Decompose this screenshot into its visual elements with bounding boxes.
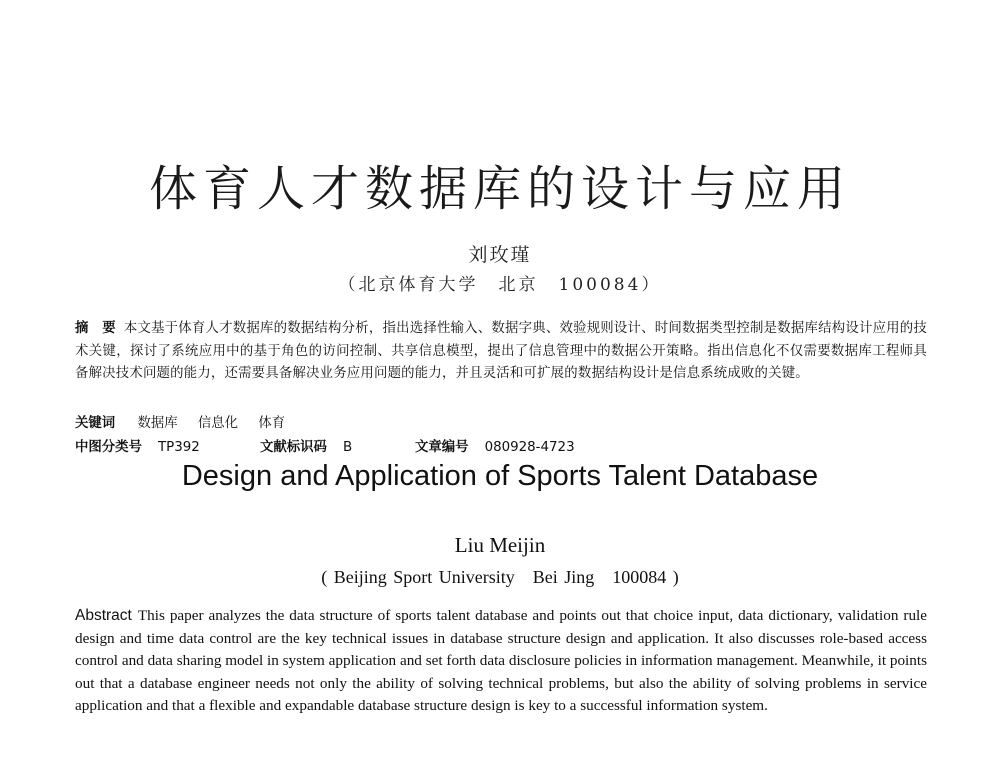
doc-code-value: B [342,440,353,455]
clc-number [75,436,260,455]
keyword: 信息化 [197,416,239,431]
english-abstract-label: Abstract [75,607,132,624]
chinese-title: 体育人才数据库的设计与应用 [148,161,851,217]
chinese-keywords [75,412,291,431]
keywords-label: 关键词 [75,416,116,431]
clc-value: TP392 [157,440,200,455]
chinese-abstract-text: 本文基于体育人才数据库的数据结构分析，指出选择性输入、数据字典、效验规则设计、时间数据类型控制是数据库结构设计应用的技术关键，探讨了系统应用中的基于角色的访问控制、共享信息模型，提出了信息管理中的数据公开策略。指出信息化不仅需要数据库工程师具备解决技术问题的能力，还需要具备解决业务应用问题的能力，并且灵活和可扩展的数据结构设计是信息系统成败的关键。 [75,321,927,381]
document-code [260,436,415,455]
chinese-affiliation: （北京体育大学 北京 100084） [338,275,662,295]
english-abstract [75,605,927,718]
english-title: Design and Application of Sports Talent Database [181,460,819,492]
english-author: Liu Meijin [454,533,546,557]
article-no-value: 080928-4723 [484,440,575,455]
clc-label: 中图分类号 [75,440,142,455]
english-affiliation: ( Beijing Sport University Bei Jing 100084 ) [321,567,679,587]
keyword: 数据库 [137,416,178,431]
article-number [415,436,575,455]
doc-code-label: 文献标识码 [260,440,327,455]
article-no-label: 文章编号 [415,440,469,455]
chinese-abstract-label: 摘 要 [75,321,116,336]
chinese-author: 刘玫瑾 [468,244,532,266]
keyword: 体育 [258,416,286,431]
english-abstract-text: This paper analyzes the data structure of sports talent database and points out that choice input, data dictionary, validation rule design and time data control are the key technical issues in database structure design and application. It also discusses role-based access control and data sharing model in system application and set forth data disclosure policies in information management. Meanwhile, it points out that a database engineer needs not only the ability of solving technical problems, but also the ability of solving problems in service application and that a flexible and expandable database structure design is key to a successful information system. [75,607,927,715]
classification-line [75,436,935,455]
chinese-abstract [75,318,927,386]
